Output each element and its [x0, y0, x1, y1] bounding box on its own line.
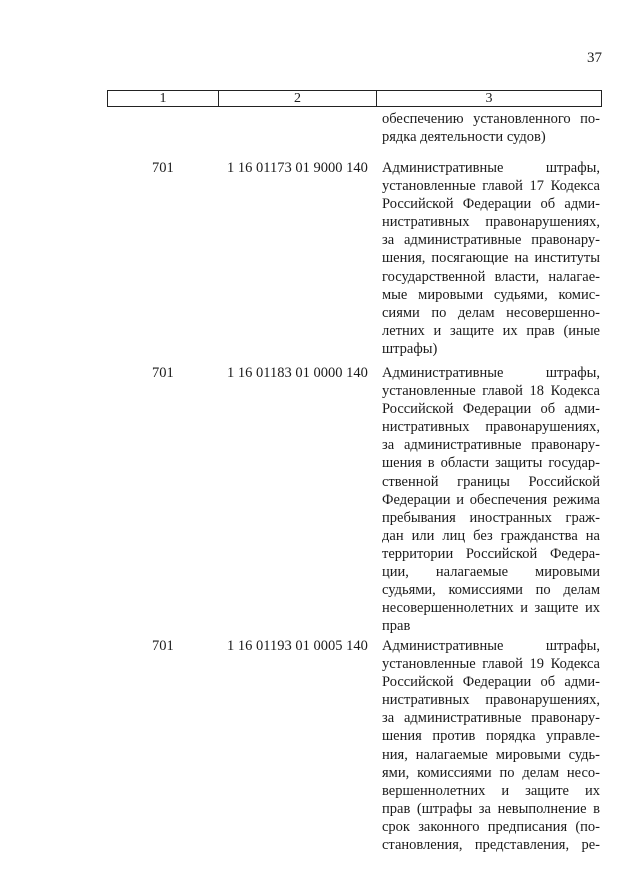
continuation-text	[382, 110, 600, 146]
text-line: штрафы)	[382, 340, 438, 357]
text-line: Российской Федерации об адми-	[382, 401, 600, 418]
text-line: рядка деятельности судов)	[382, 129, 546, 146]
text-line: за административные правонару-	[382, 232, 600, 249]
row-description	[382, 159, 600, 358]
text-line: обеспечению установленного по-	[382, 111, 600, 127]
text-line: Российской Федерации об адми-	[382, 674, 600, 691]
page-number: 37	[587, 50, 602, 66]
text-line: Российской Федерации об адми-	[382, 196, 600, 213]
text-line: Административные штрафы,	[382, 365, 600, 381]
text-line: ственной границы Российской	[382, 473, 600, 490]
text-line: Административные штрафы,	[382, 160, 600, 176]
text-line: прав	[382, 618, 411, 635]
text-line: территории Российской Федера-	[382, 545, 600, 562]
text-line: прав (штрафы за невыполнение в	[382, 800, 600, 817]
text-line: сиями по делам несовершенно-	[382, 304, 600, 321]
kbk-code: 1 16 01173 01 9000 140	[227, 160, 368, 176]
table-header-col-2: 2	[219, 91, 377, 106]
text-line: несовершеннолетних и защите их	[382, 600, 600, 617]
table-header-col-1: 1	[108, 91, 219, 106]
text-line: нистративных правонарушениях,	[382, 419, 600, 436]
text-line: нистративных правонарушениях,	[382, 692, 600, 709]
kbk-code: 1 16 01183 01 0000 140	[227, 365, 368, 381]
text-line: Административные штрафы,	[382, 638, 600, 654]
admin-code: 701	[152, 160, 174, 176]
text-line: дан или лиц без гражданства на	[382, 527, 600, 544]
text-line: становления, представления, ре-	[382, 837, 600, 854]
text-line: ния, налагаемые мировыми судь-	[382, 746, 600, 763]
text-line: государственной власти, налагае-	[382, 268, 600, 285]
text-line: пребывания иностранных граж-	[382, 509, 600, 526]
admin-code: 701	[152, 365, 174, 381]
row-description	[382, 637, 600, 854]
text-line: ции, налагаемые мировыми	[382, 564, 600, 581]
text-line: срок законного предписания (по-	[382, 818, 600, 835]
text-line: шения против порядка управле-	[382, 728, 600, 745]
table-header-row	[107, 90, 602, 107]
table-header-col-3: 3	[485, 90, 493, 106]
row-description	[382, 364, 600, 635]
text-line: установленные главой 17 Кодекса	[382, 178, 600, 195]
text-line: мые мировыми судьями, комис-	[382, 286, 600, 303]
admin-code: 701	[152, 638, 174, 654]
text-line: шения в области защиты государ-	[382, 455, 600, 472]
text-line: вершеннолетних и защите их	[382, 782, 600, 799]
text-line: ями, комиссиями по делам несо-	[382, 764, 600, 781]
text-line: за административные правонару-	[382, 437, 600, 454]
text-line: летних и защите их прав (иные	[382, 322, 600, 339]
text-line: за административные правонару-	[382, 710, 600, 727]
text-line: шения, посягающие на институты	[382, 250, 600, 267]
text-line: установленные главой 18 Кодекса	[382, 383, 600, 400]
text-line: Федерации и обеспечения режима	[382, 491, 600, 508]
kbk-code: 1 16 01193 01 0005 140	[227, 638, 368, 654]
text-line: установленные главой 19 Кодекса	[382, 656, 600, 673]
text-line: нистративных правонарушениях,	[382, 214, 600, 231]
text-line: судьями, комиссиями по делам	[382, 582, 600, 599]
